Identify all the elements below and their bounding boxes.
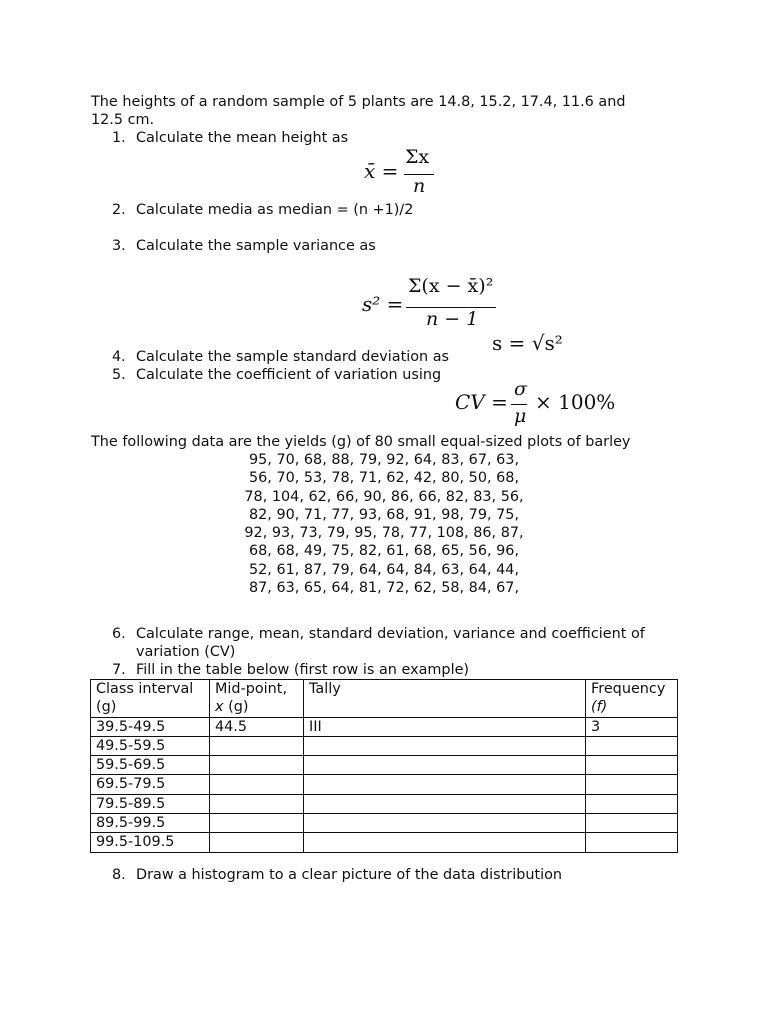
header-frequency-variable: (f) xyxy=(591,699,608,716)
mean-formula-denominator: n xyxy=(413,175,426,197)
variance-formula-lhs: s² = xyxy=(362,292,404,316)
task-text: Fill in the table below (first row is an example) xyxy=(136,662,470,678)
cell-interval: 89.5-99.5 xyxy=(91,814,210,833)
cell-interval: 99.5-109.5 xyxy=(91,833,210,852)
cell-frequency: 3 xyxy=(586,717,678,736)
task-number: 7. xyxy=(112,662,126,678)
mean-formula xyxy=(364,148,444,200)
table-row xyxy=(91,814,678,833)
step-text: Calculate the sample standard deviation as xyxy=(136,349,450,365)
header-class-interval: Class interval (g) xyxy=(91,680,210,718)
step-number: 1. xyxy=(112,130,126,146)
cell-midpoint[interactable] xyxy=(210,833,304,852)
mean-formula-lhs: x̄ = xyxy=(364,159,399,183)
barley-intro: The following data are the yields (g) of 80 small equal-sized plots of barley xyxy=(91,434,631,450)
table-row xyxy=(91,794,678,813)
step-number: 3. xyxy=(112,238,126,254)
task-number: 8. xyxy=(112,867,126,883)
task-text: Draw a histogram to a clear picture of the data distribution xyxy=(136,867,563,883)
cell-frequency[interactable] xyxy=(586,794,678,813)
table-header-row xyxy=(91,680,678,718)
cell-tally[interactable] xyxy=(304,794,586,813)
cell-midpoint: 44.5 xyxy=(210,717,304,736)
cell-frequency[interactable] xyxy=(586,736,678,755)
variance-formula-denominator: n − 1 xyxy=(426,308,479,330)
data-row: 52, 61, 87, 79, 64, 64, 84, 63, 64, 44, xyxy=(248,561,520,578)
step-text: Calculate media as median = (n +1)/2 xyxy=(136,202,414,218)
header-midpoint-unit: (g) xyxy=(223,699,249,716)
cell-midpoint[interactable] xyxy=(210,775,304,794)
cv-formula-numerator: σ xyxy=(514,378,527,400)
cell-midpoint[interactable] xyxy=(210,814,304,833)
cell-midpoint[interactable] xyxy=(210,736,304,755)
cell-tally[interactable] xyxy=(304,736,586,755)
intro-line-1: The heights of a random sample of 5 plants are 14.8, 15.2, 17.4, 11.6 and xyxy=(91,94,626,110)
cell-interval: 69.5-79.5 xyxy=(91,775,210,794)
header-midpoint xyxy=(210,680,304,718)
variance-formula xyxy=(362,275,502,335)
cell-frequency[interactable] xyxy=(586,833,678,852)
cell-interval: 49.5-59.5 xyxy=(91,736,210,755)
data-row: 82, 90, 71, 77, 93, 68, 91, 98, 79, 75, xyxy=(248,506,520,523)
step-text: Calculate the coefficient of variation using xyxy=(136,367,442,383)
task-text: Calculate range, mean, standard deviation, variance and coefficient of variation (CV) xyxy=(136,626,645,661)
step-text: Calculate the mean height as xyxy=(136,130,349,146)
data-row: 78, 104, 62, 66, 90, 86, 66, 82, 83, 56, xyxy=(244,488,524,505)
cell-interval: 39.5-49.5 xyxy=(91,717,210,736)
table-row xyxy=(91,756,678,775)
cell-tally[interactable] xyxy=(304,814,586,833)
barley-data xyxy=(200,451,568,597)
cell-tally[interactable] xyxy=(304,756,586,775)
cell-tally[interactable] xyxy=(304,775,586,794)
table-row xyxy=(91,775,678,794)
data-row: 56, 70, 53, 78, 71, 62, 42, 80, 50, 68, xyxy=(248,470,520,487)
cell-midpoint[interactable] xyxy=(210,794,304,813)
data-row: 95, 70, 68, 88, 79, 92, 64, 83, 67, 63, xyxy=(248,452,520,468)
cv-formula-rhs: × 100% xyxy=(535,390,616,414)
table-row xyxy=(91,717,678,736)
sd-formula: s = √s² xyxy=(492,331,563,355)
cell-frequency[interactable] xyxy=(586,814,678,833)
table-row xyxy=(91,833,678,852)
task-number: 6. xyxy=(112,626,126,642)
cell-tally: III xyxy=(304,717,586,736)
mean-formula-numerator: Σx xyxy=(405,146,430,168)
table-row xyxy=(91,736,678,755)
cv-formula-lhs: CV = xyxy=(455,390,508,414)
cell-interval: 79.5-89.5 xyxy=(91,794,210,813)
data-row: 87, 63, 65, 64, 81, 72, 62, 58, 84, 67, xyxy=(248,580,520,597)
cell-midpoint[interactable] xyxy=(210,756,304,775)
header-frequency xyxy=(586,680,678,718)
data-row: 68, 68, 49, 75, 82, 61, 68, 65, 56, 96, xyxy=(248,543,520,560)
variance-formula-numerator: Σ(x − x̄)² xyxy=(408,275,494,297)
cv-formula-denominator: μ xyxy=(514,405,527,427)
cell-frequency[interactable] xyxy=(586,775,678,794)
data-row: 92, 93, 73, 79, 95, 78, 77, 108, 86, 87, xyxy=(244,525,524,542)
cv-formula xyxy=(455,380,615,432)
frequency-table xyxy=(90,679,678,853)
cell-interval: 59.5-69.5 xyxy=(91,756,210,775)
step-number: 5. xyxy=(112,367,126,383)
header-frequency-label: Frequency xyxy=(591,681,666,697)
cell-tally[interactable] xyxy=(304,833,586,852)
cell-frequency[interactable] xyxy=(586,756,678,775)
step-number: 2. xyxy=(112,202,126,218)
header-tally: Tally xyxy=(304,680,586,718)
intro-line-2: 12.5 cm. xyxy=(91,112,155,128)
step-text: Calculate the sample variance as xyxy=(136,238,376,254)
header-midpoint-label: Mid-point, xyxy=(215,681,288,697)
header-midpoint-variable: x xyxy=(215,699,224,716)
step-number: 4. xyxy=(112,349,126,365)
